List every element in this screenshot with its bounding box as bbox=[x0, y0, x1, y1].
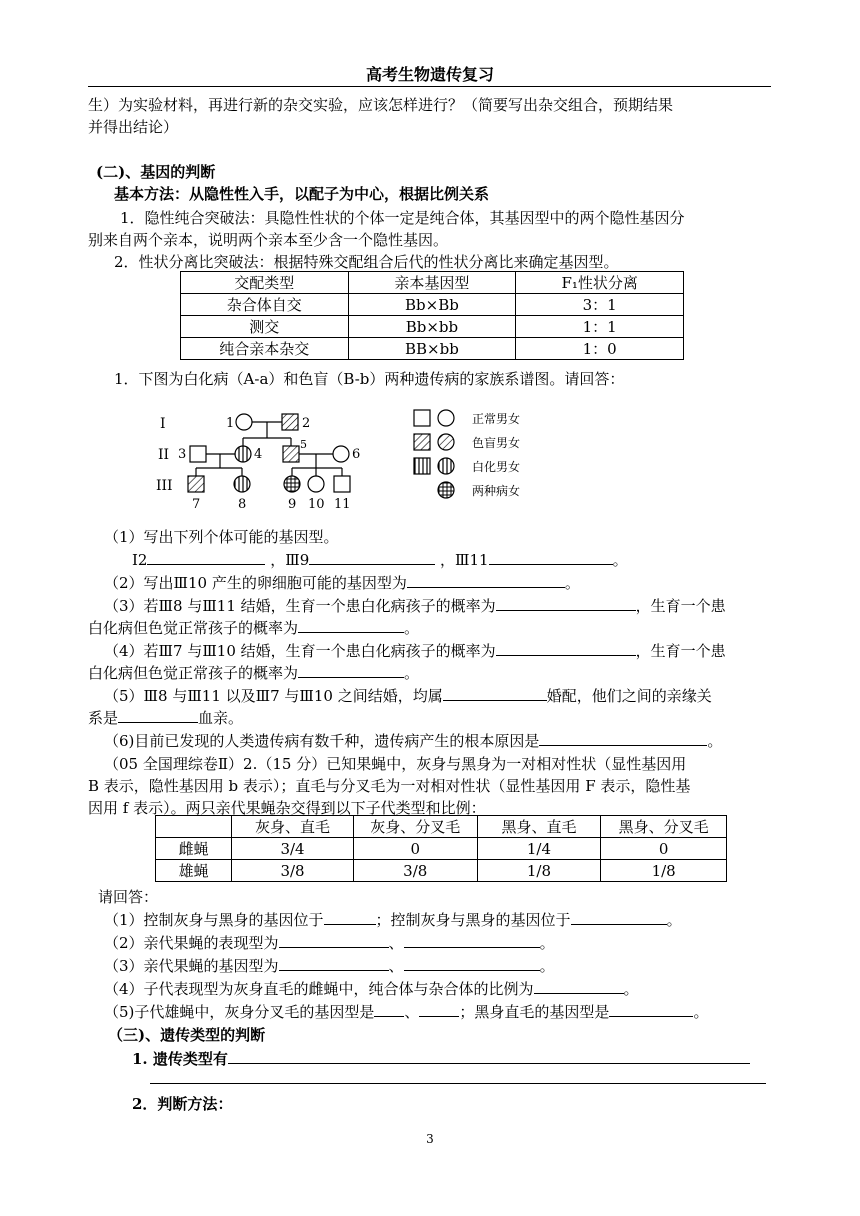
q1-sub3-line1 bbox=[104, 595, 726, 616]
legend-female-colorblind bbox=[438, 434, 454, 450]
table-row bbox=[181, 338, 684, 360]
section3-heading: （三)、遗传类型的判断 bbox=[108, 1026, 266, 1044]
table-row bbox=[156, 860, 727, 882]
intro-line-1: 生）为实验材料，再进行新的杂交实验，应该怎样进行？（简要写出杂交组合，预期结果 bbox=[88, 96, 674, 114]
answer-blank-albino-normal-prob-1[interactable] bbox=[298, 618, 404, 633]
legend-male-normal bbox=[414, 410, 430, 426]
answer-blank-male-genotype-1[interactable] bbox=[374, 1002, 404, 1017]
table-cell: 3：1 bbox=[516, 294, 684, 316]
table-row bbox=[181, 316, 684, 338]
female-both-diseases bbox=[284, 476, 300, 492]
q1-sub4-line2 bbox=[88, 662, 419, 683]
answer-blank-iii9[interactable] bbox=[309, 550, 435, 565]
table-header-cell: F₁性状分离 bbox=[516, 272, 684, 294]
table-cell: 1/8 bbox=[601, 860, 727, 882]
q1-sub2 bbox=[104, 572, 580, 593]
section3-item1 bbox=[132, 1048, 750, 1069]
q1-sub3-text-b: ，生育一个患 bbox=[635, 597, 726, 615]
answer-blank-kinship[interactable] bbox=[118, 708, 198, 723]
q2-sub2-text: （2）亲代果蝇的表现型为 bbox=[104, 934, 279, 952]
intro-line-2: 并得出结论） bbox=[88, 118, 179, 136]
id-3: 3 bbox=[178, 447, 187, 462]
id-9: 9 bbox=[288, 497, 297, 512]
table-cell: 3/8 bbox=[232, 860, 354, 882]
q1-sub1-blanks bbox=[132, 549, 628, 570]
table-cell: 3/8 bbox=[353, 860, 477, 882]
punct: 。 bbox=[623, 980, 639, 998]
table-cell: 雌蝇 bbox=[156, 838, 232, 860]
id-10: 10 bbox=[308, 497, 325, 512]
q1-sub5-line2 bbox=[88, 707, 243, 728]
female-albino bbox=[235, 446, 251, 462]
answer-blank-ratio[interactable] bbox=[534, 979, 624, 994]
table-cell: 测交 bbox=[181, 316, 349, 338]
table-cell: 雄蝇 bbox=[156, 860, 232, 882]
male-normal bbox=[334, 476, 350, 492]
table-cell: 3/4 bbox=[232, 838, 354, 860]
q1-sub5-text-c: 系是 bbox=[88, 709, 119, 727]
legend-female-albino bbox=[438, 458, 454, 474]
table-header-cell: 黑身、分叉毛 bbox=[601, 816, 727, 838]
answer-blank-i2[interactable] bbox=[147, 550, 265, 565]
q1-sub6-text: （6)目前已发现的人类遗传病有数千种，遗传病产生的根本原因是 bbox=[104, 732, 540, 750]
q2-sub5-text-b: ；黑身直毛的基因型是 bbox=[459, 1003, 610, 1021]
punct: 、 bbox=[404, 1003, 420, 1021]
answer-blank-gene-location-2[interactable] bbox=[571, 910, 667, 925]
section3-item2: 2．判断方法： bbox=[132, 1095, 233, 1113]
male-normal bbox=[190, 446, 206, 462]
page-title: 高考生物遗传复习 bbox=[365, 65, 494, 84]
table-header-cell: 黑身、直毛 bbox=[477, 816, 601, 838]
table-row bbox=[156, 838, 727, 860]
id-6: 6 bbox=[352, 447, 361, 462]
answer-blank-male-genotype-2[interactable] bbox=[419, 1002, 459, 1017]
q1-sub4-line1 bbox=[104, 640, 726, 661]
punct: 。 bbox=[564, 574, 580, 592]
legend-colorblind-label: 色盲男女 bbox=[472, 436, 521, 450]
id-7: 7 bbox=[192, 497, 201, 512]
gen-label-1: I bbox=[160, 416, 166, 432]
table-cell: 1：0 bbox=[516, 338, 684, 360]
q2-sub1 bbox=[104, 909, 682, 930]
q2-stem-2: B 表示，隐性基因用 b 表示）；直毛与分叉毛为一对相对性状（显性基因用 F 表示，隐性基 bbox=[88, 777, 691, 795]
section3-item1-text: 1. 遗传类型有 bbox=[132, 1050, 228, 1068]
fruitfly-table bbox=[155, 815, 727, 882]
q1-sub4-text-b: ，生育一个患 bbox=[635, 642, 726, 660]
punct: 。 bbox=[612, 551, 628, 569]
id-1: 1 bbox=[226, 416, 235, 431]
table-header-cell: 灰身、分叉毛 bbox=[353, 816, 477, 838]
table-cell: Bb×Bb bbox=[348, 294, 516, 316]
answer-blank-root-cause[interactable] bbox=[539, 731, 707, 746]
q2-ask: 请回答： bbox=[98, 888, 159, 906]
legend-female-both bbox=[438, 482, 454, 498]
section2-p2: 2．性状分离比突破法：根据特殊交配组合后代的性状分离比来确定基因型。 bbox=[114, 253, 619, 271]
punct: 。 bbox=[707, 732, 723, 750]
page-number: 3 bbox=[426, 1132, 434, 1146]
table-cell: 1/4 bbox=[477, 838, 601, 860]
legend-male-colorblind bbox=[414, 434, 430, 450]
answer-blank-iii11[interactable] bbox=[489, 550, 613, 565]
gen-label-2: II bbox=[158, 447, 170, 463]
q1-sub1: （1）写出下列个体可能的基因型。 bbox=[104, 528, 339, 546]
female-albino bbox=[234, 476, 250, 492]
punct: 。 bbox=[693, 1003, 709, 1021]
section2-method: 基本方法：从隐性性入手，以配子为中心，根据比例关系 bbox=[114, 185, 490, 203]
section2-heading: (二)、基因的判断 bbox=[96, 163, 216, 181]
table-header-row bbox=[181, 272, 684, 294]
q2-sub3-text: （3）亲代果蝇的基因型为 bbox=[104, 957, 279, 975]
q1-stem: 1．下图为白化病（A-a）和色盲（B-b）两种遗传病的家族系谱图。请回答： bbox=[114, 370, 625, 388]
answer-blank-phenotype-1[interactable] bbox=[279, 933, 389, 948]
id-5: 5 bbox=[300, 438, 307, 451]
table-cell: 1：1 bbox=[516, 316, 684, 338]
table-cell: 杂合体自交 bbox=[181, 294, 349, 316]
id-2: 2 bbox=[302, 416, 311, 431]
legend-both-label: 两种病女 bbox=[472, 484, 521, 498]
punct: 。 bbox=[404, 664, 420, 682]
q2-sub3 bbox=[104, 955, 555, 976]
q1-sub5-line1 bbox=[104, 685, 712, 706]
table-header-row bbox=[156, 816, 727, 838]
id-11: 11 bbox=[334, 497, 351, 512]
q1-sub4-text-c: 白化病但色觉正常孩子的概率为 bbox=[88, 664, 299, 682]
female-normal bbox=[308, 476, 324, 492]
table-header-cell bbox=[156, 816, 232, 838]
q2-sub1-text: （1）控制灰身与黑身的基因位于 bbox=[104, 911, 324, 929]
answer-blank-marriage-type[interactable] bbox=[443, 686, 547, 701]
legend-normal-label: 正常男女 bbox=[472, 412, 521, 426]
cross-type-table bbox=[180, 271, 684, 360]
section2-p1-line1: 1．隐性纯合突破法：具隐性性状的个体一定是纯合体，其基因型中的两个隐性基因分 bbox=[120, 209, 685, 227]
q2-sub5-text: （5)子代雄蝇中，灰身分叉毛的基因型是 bbox=[104, 1003, 375, 1021]
label-i2: Ⅰ2 bbox=[132, 551, 148, 569]
q1-sub5-text: （5）Ⅲ8 与Ⅲ11 以及Ⅲ7 与Ⅲ10 之间结婚，均属 bbox=[104, 687, 443, 705]
answer-blank-male-genotype-3[interactable] bbox=[609, 1002, 693, 1017]
table-row bbox=[181, 294, 684, 316]
q2-stem-3: 因用 f 表示）。两只亲代果蝇杂交得到以下子代类型和比例： bbox=[88, 799, 486, 817]
table-cell: BB×bb bbox=[348, 338, 516, 360]
answer-blank-albino-prob-2[interactable] bbox=[496, 641, 636, 656]
table-header-cell: 灰身、直毛 bbox=[232, 816, 354, 838]
answer-blank-albino-prob-1[interactable] bbox=[496, 596, 636, 611]
female-normal bbox=[236, 414, 252, 430]
q2-sub2 bbox=[104, 932, 555, 953]
punct: 。 bbox=[666, 911, 682, 929]
answer-blank-egg-genotype[interactable] bbox=[407, 573, 565, 588]
label-iii11: ，Ⅲ11 bbox=[440, 551, 489, 569]
gen-label-3: III bbox=[156, 478, 173, 494]
q2-sub4-text: （4）子代表现型为灰身直毛的雌蝇中，纯合体与杂合体的比例为 bbox=[104, 980, 534, 998]
punct: 、 bbox=[388, 934, 404, 952]
answer-blank-albino-normal-prob-2[interactable] bbox=[298, 663, 404, 678]
male-colorblind bbox=[282, 414, 298, 430]
answer-blank-genotype-1[interactable] bbox=[279, 956, 389, 971]
table-header-cell: 亲本基因型 bbox=[348, 272, 516, 294]
table-cell: Bb×bb bbox=[348, 316, 516, 338]
id-8: 8 bbox=[238, 497, 247, 512]
q2-sub1-text-b: ；控制灰身与黑身的基因位于 bbox=[375, 911, 571, 929]
answer-blank-gene-location-1[interactable] bbox=[324, 910, 376, 925]
q1-sub3-text: （3）若Ⅲ8 与Ⅲ11 结婚，生育一个患白化病孩子的概率为 bbox=[104, 597, 496, 615]
answer-line-inheritance-types-2[interactable] bbox=[150, 1083, 766, 1084]
table-cell: 0 bbox=[601, 838, 727, 860]
pedigree-chart bbox=[150, 402, 570, 512]
male-colorblind bbox=[283, 446, 299, 462]
table-header-cell: 交配类型 bbox=[181, 272, 349, 294]
punct: 。 bbox=[539, 957, 555, 975]
table-cell: 1/8 bbox=[477, 860, 601, 882]
legend-albino-label: 白化男女 bbox=[472, 460, 521, 474]
legend-male-albino bbox=[414, 458, 430, 474]
punct: 、 bbox=[388, 957, 404, 975]
female-normal bbox=[333, 446, 349, 462]
punct: 。 bbox=[539, 934, 555, 952]
q1-sub5-text-d: 血亲。 bbox=[198, 709, 244, 727]
q1-sub3-line2 bbox=[88, 617, 419, 638]
q1-sub3-text-c: 白化病但色觉正常孩子的概率为 bbox=[88, 619, 299, 637]
answer-blank-genotype-2[interactable] bbox=[404, 956, 540, 971]
table-cell: 纯合亲本杂交 bbox=[181, 338, 349, 360]
male-colorblind bbox=[188, 476, 204, 492]
legend-female-normal bbox=[438, 410, 454, 426]
q1-sub5-text-b: 婚配，他们之间的亲缘关 bbox=[546, 687, 712, 705]
q2-sub5 bbox=[104, 1001, 708, 1022]
answer-blank-phenotype-2[interactable] bbox=[404, 933, 540, 948]
answer-blank-inheritance-types[interactable] bbox=[228, 1049, 750, 1064]
q1-sub4-text: （4）若Ⅲ7 与Ⅲ10 结婚，生育一个患白化病孩子的概率为 bbox=[104, 642, 496, 660]
q1-sub2-text: （2）写出Ⅲ10 产生的卵细胞可能的基因型为 bbox=[104, 574, 407, 592]
table-cell: 0 bbox=[353, 838, 477, 860]
q1-sub6 bbox=[104, 730, 722, 751]
punct: 。 bbox=[404, 619, 420, 637]
section2-p1-line2: 别来自两个亲本，说明两个亲本至少含一个隐性基因。 bbox=[88, 231, 449, 249]
label-iii9: ，Ⅲ9 bbox=[270, 551, 310, 569]
q2-sub4 bbox=[104, 978, 639, 999]
q2-stem-1: （05 全国理综卷Ⅱ）2.（15 分）已知果蝇中，灰身与黑身为一对相对性状（显性基因用 bbox=[104, 755, 687, 773]
header-rule bbox=[88, 86, 771, 87]
id-4: 4 bbox=[254, 447, 263, 462]
